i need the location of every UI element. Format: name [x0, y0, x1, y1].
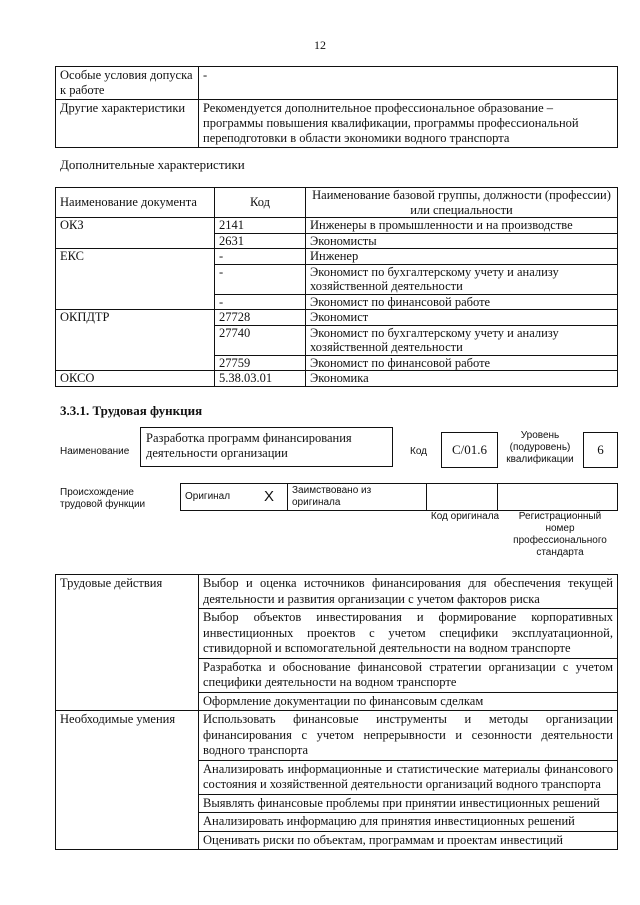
group-name-cell: Экономист по финансовой работе: [306, 294, 618, 310]
document-name-cell: ОКПДТР: [56, 310, 215, 371]
row-value: -: [199, 67, 618, 100]
code-cell: 27759: [215, 355, 306, 371]
code-cell: 5.38.03.01: [215, 371, 306, 387]
group-name-cell: Инженер: [306, 249, 618, 265]
code-original-caption: Код оригинала: [430, 511, 500, 522]
function-name-box: Разработка программ финансирования деятельности организации: [140, 427, 393, 467]
additional-characteristics-title: Дополнительные характеристики: [60, 157, 245, 172]
group-name-cell: Экономист: [306, 310, 618, 326]
code-cell: -: [215, 294, 306, 310]
code-label: Код: [410, 446, 428, 457]
item-cell: Анализировать информационные и статистические материалы финансового состояния и хозяйственной деятельности организаций водного транспорта: [199, 760, 618, 794]
origin-table: [180, 483, 618, 511]
group-name-cell: Экономика: [306, 371, 618, 387]
section-label-cell: Трудовые действия: [56, 575, 199, 711]
code-original-cell: [427, 484, 498, 511]
row-label: Особые условия допуска к работе: [56, 67, 199, 100]
header-group-name: Наименование базовой группы, должности (профессии) или специальности: [306, 188, 618, 218]
borrowed-label: Заимствовано из оригинала: [288, 484, 427, 511]
item-cell: Оценивать риски по объектам, программам и проектам инвестиций: [199, 831, 618, 850]
item-cell: Разработка и обоснование финансовой стратегии организации с учетом специфики деятельности на водном транспорте: [199, 658, 618, 692]
original-mark: X: [251, 484, 288, 511]
table-row: [56, 100, 618, 148]
code-cell: 2141: [215, 218, 306, 234]
duties-table: [55, 574, 618, 850]
table-row: [56, 575, 618, 609]
header-document: Наименование документа: [56, 188, 215, 218]
section-title: 3.3.1. Трудовая функция: [60, 403, 203, 418]
group-name-cell: Экономист по бухгалтерскому учету и анализу хозяйственной деятельности: [306, 325, 618, 355]
item-cell: Анализировать информацию для принятия инвестиционных решений: [199, 813, 618, 832]
row-value: Рекомендуется дополнительное профессиональное образование – программы повышения квалификации, программы профессиональной переподготовки в области экономики водного транспорта: [199, 100, 618, 148]
document-name-cell: ОКСО: [56, 371, 215, 387]
additional-characteristics-table: [55, 187, 618, 387]
table-header-row: [56, 188, 618, 218]
group-name-cell: Экономист по бухгалтерскому учету и анализу хозяйственной деятельности: [306, 264, 618, 294]
table-row: [56, 371, 618, 387]
item-cell: Оформление документации по финансовым сделкам: [199, 692, 618, 711]
origin-label-text: Происхождение трудовой функции: [60, 487, 146, 510]
header-code: Код: [215, 188, 306, 218]
code-cell: 27740: [215, 325, 306, 355]
item-cell: Выбор объектов инвестирования и формирование корпоративных инвестиционных проектов с учетом специфики эксплуатационной, стивидорной и вспомогательной деятельности на водном транспорте: [199, 609, 618, 659]
code-cell: 2631: [215, 233, 306, 249]
table-row: [56, 67, 618, 100]
item-cell: Выбор и оценка источников финансирования для обеспечения текущей деятельности и развития организации с учетом факторов риска: [199, 575, 618, 609]
original-label: Оригинал: [181, 484, 252, 511]
table-row: [56, 249, 618, 265]
level-label: Уровень (подуровень) квалификации: [506, 430, 574, 465]
section-label-cell: Необходимые умения: [56, 711, 199, 850]
reg-number-cell: [498, 484, 618, 511]
table-row: [56, 711, 618, 761]
code-cell: -: [215, 264, 306, 294]
document-name-cell: ЕКС: [56, 249, 215, 310]
item-cell: Использовать финансовые инструменты и методы организации финансирования с учетом непрерывности и сезонности деятельности водного транспорта: [199, 711, 618, 761]
group-name-cell: Инженеры в промышленности и на производстве: [306, 218, 618, 234]
level-box: 6: [583, 432, 618, 468]
name-label: Наименование: [60, 446, 130, 457]
reg-number-caption: Регистрационный номер профессионального стандарта: [513, 511, 607, 558]
conditions-table: [55, 66, 618, 148]
page-number: 12: [314, 38, 326, 52]
function-code-box: C/01.6: [441, 432, 498, 468]
row-label: Другие характеристики: [56, 100, 199, 148]
group-name-cell: Экономист по финансовой работе: [306, 355, 618, 371]
table-row: [56, 310, 618, 326]
table-row: [181, 484, 618, 511]
document-name-cell: ОКЗ: [56, 218, 215, 249]
code-cell: 27728: [215, 310, 306, 326]
code-cell: -: [215, 249, 306, 265]
group-name-cell: Экономисты: [306, 233, 618, 249]
origin-label: [60, 487, 170, 511]
item-cell: Выявлять финансовые проблемы при принятии инвестиционных решений: [199, 794, 618, 813]
table-row: [56, 218, 618, 234]
